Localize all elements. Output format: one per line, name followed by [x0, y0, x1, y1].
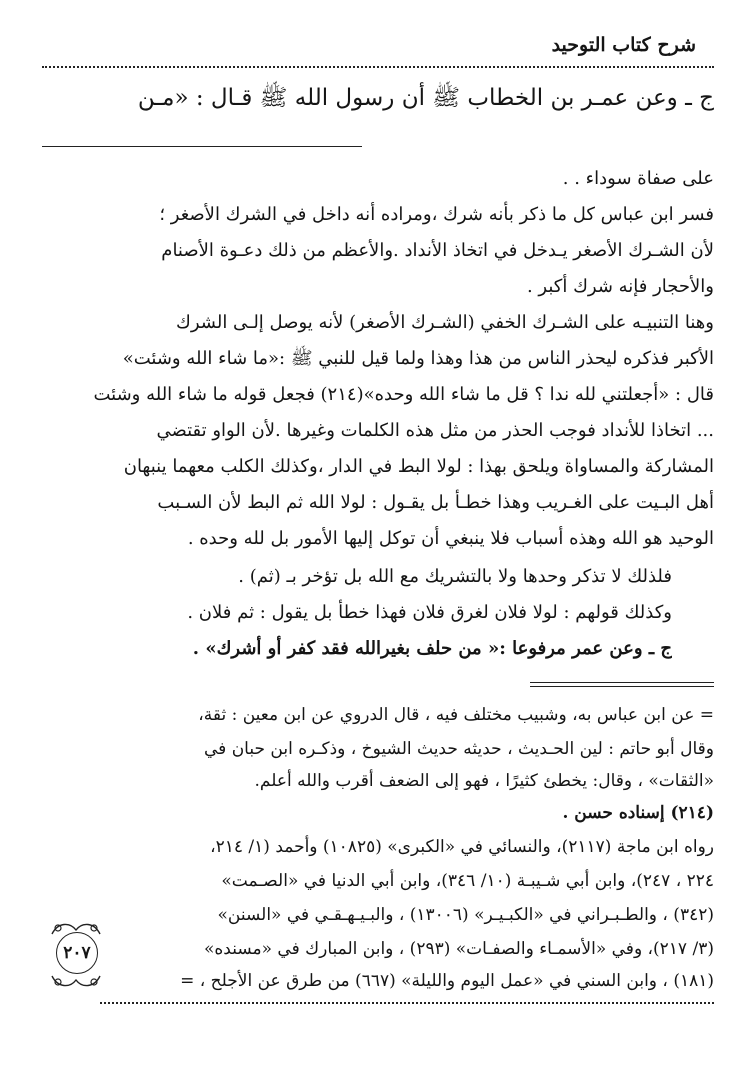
body-line: والأحجار فإنه شرك أكبر .	[526, 276, 714, 297]
footnote-line: (٣٤٢) ، والطـبـراني في «الكبـيـر» (١٣٠٠٦) ، والبـيـهـقـي في «السنن»	[217, 905, 714, 925]
footnote-line: (٢١٤) إسناده حسن .	[562, 803, 714, 823]
body-line: على صفاة سوداء . .	[562, 168, 714, 189]
footnote-line: ٢٢٤ ، ٢٤٧)، وابن أبي شـيبـة (١٠/ ٣٤٦)، وابن أبي الدنيا في «الصـمت»	[221, 871, 714, 891]
body-line: الوحيد هو الله وهذه أسباب فلا ينبغي أن توكل إليها الأمور بل لله وحده .	[187, 528, 714, 549]
page-number: ٢٠٧	[56, 932, 98, 974]
footnote-line: «الثقات» ، وقال: يخطئ كثيرًا ، فهو إلى الضعف أقرب والله أعلم.	[254, 771, 714, 791]
body-line: فلذلك لا تذكر وحدها ولا بالتشريك مع الله بل تؤخر بـ (ثم) .	[238, 566, 672, 587]
footnote-line: رواه ابن ماجة (٢١١٧)، والنسائي في «الكبرى» (١٠٨٢٥) وأحمد (١/ ٢١٤،	[210, 837, 714, 857]
body-line: فسر ابن عباس كل ما ذكر بأنه شرك ،ومراده أنه داخل في الشرك الأصغر ؛	[159, 204, 714, 225]
footnote-line: (٣/ ٢١٧)، وفي «الأسمـاء والصفـات» (٢٩٣) ، وابن المبارك في «مسنده»	[203, 939, 714, 959]
footer-dotted-rule	[100, 1002, 714, 1004]
running-header-title: شرح كتاب التوحيد	[551, 34, 696, 56]
body-line: وكذلك قولهم : لولا فلان لغرق فلان فهذا خطأ بل يقول : ثم فلان .	[187, 602, 672, 623]
footnote-rule	[530, 682, 714, 683]
body-line: قال : «أجعلتني لله ندا ؟ قل ما شاء الله وحده»(٢١٤) فجعل قوله ما شاء الله وشئت	[93, 384, 714, 405]
body-line: ج ـ وعن عمر مرفوعا :« من حلف بغيرالله فقد كفر أو أشرك» .	[192, 638, 672, 659]
footnote-line: وقال أبو حاتم : لين الحـديث ، حديثه حديث الشيوخ ، وذكـره ابن حبان في	[204, 739, 714, 759]
hadith-line: ج ـ وعن عمـر بن الخطاب ﷺ أن رسول الله ﷺ قـال : «مـن	[137, 85, 714, 111]
body-line: أهل البـيت على الغـريب وهذا خطـأ بل يقـول : لولا الله ثم البط لأن السـبب	[157, 492, 714, 513]
body-line: لأن الشـرك الأصغر يـدخل في اتخاذ الأنداد .والأعظم من ذلك دعـوة الأصنام	[161, 240, 714, 261]
footnote-line: (١٨١) ، وابن السني في «عمل اليوم والليلة» (٦٦٧) من طرق عن الأجلح ، =	[180, 971, 714, 991]
footnote-rule	[530, 686, 714, 687]
body-line: وهنا التنبيـه على الشـرك الخفي (الشـرك الأصغر) لأنه يوصل إلـى الشرك	[176, 312, 714, 333]
body-line: الأكبر فذكره ليحذر الناس من هذا وهذا ولما قيل للنبي ﷺ :«ما شاء الله وشئت»	[122, 348, 714, 369]
separator-rule	[42, 146, 362, 147]
footnote-line: = عن ابن عباس به، وشبيب مختلف فيه ، قال الدروي عن ابن معين : ثقة،	[198, 705, 714, 725]
body-line: المشاركة والمساواة ويلحق بهذا : لولا البط في الدار ،وكذلك الكلب معهما ينبهان	[123, 456, 714, 477]
page-number-ornament	[48, 918, 104, 992]
scroll-ornament-bottom-icon	[48, 972, 104, 992]
body-line: ... اتخاذا للأنداد فوجب الحذر من مثل هذه الكلمات وغيرها .لأن الواو تقتضي	[156, 420, 714, 441]
header-dotted-rule	[42, 66, 714, 68]
